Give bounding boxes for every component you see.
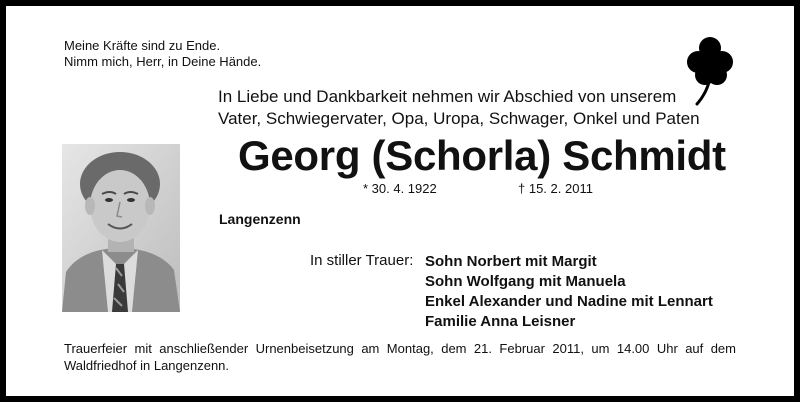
mourner-entry: Sohn Wolfgang mit Manuela [425,273,626,290]
mourner-entry: Sohn Norbert mit Margit [425,253,597,270]
intro-text [218,86,700,130]
mourners-list [425,252,713,332]
birth-date: * 30. 4. 1922 [363,181,437,196]
mourners-label: In stiller Trauer: [310,252,414,269]
motto-line-1: Meine Kräfte sind zu Ende. [64,38,221,53]
mourner-entry: Familie Anna Leisner [425,313,576,330]
portrait-photo [62,144,180,312]
death-date: † 15. 2. 2011 [518,181,593,196]
deceased-name: Georg (Schorla) Schmidt [238,132,726,179]
obituary-notice [6,6,794,396]
funeral-details: Trauerfeier mit anschließender Urnenbeisetzung am Montag, dem 21. Februar 2011, um 14.00 Uhr auf dem Waldfriedhof in Langenzenn. [64,341,736,373]
intro-line-2: Vater, Schwiegervater, Opa, Uropa, Schwager, Onkel und Paten [218,109,700,128]
intro-line-1: In Liebe und Dankbarkeit nehmen wir Abschied von unserem [218,87,677,106]
motto-line-2: Nimm mich, Herr, in Deine Hände. [64,54,262,69]
hometown: Langenzenn [219,211,301,227]
motto [64,38,261,70]
mourner-entry: Enkel Alexander und Nadine mit Lennart [425,293,713,310]
